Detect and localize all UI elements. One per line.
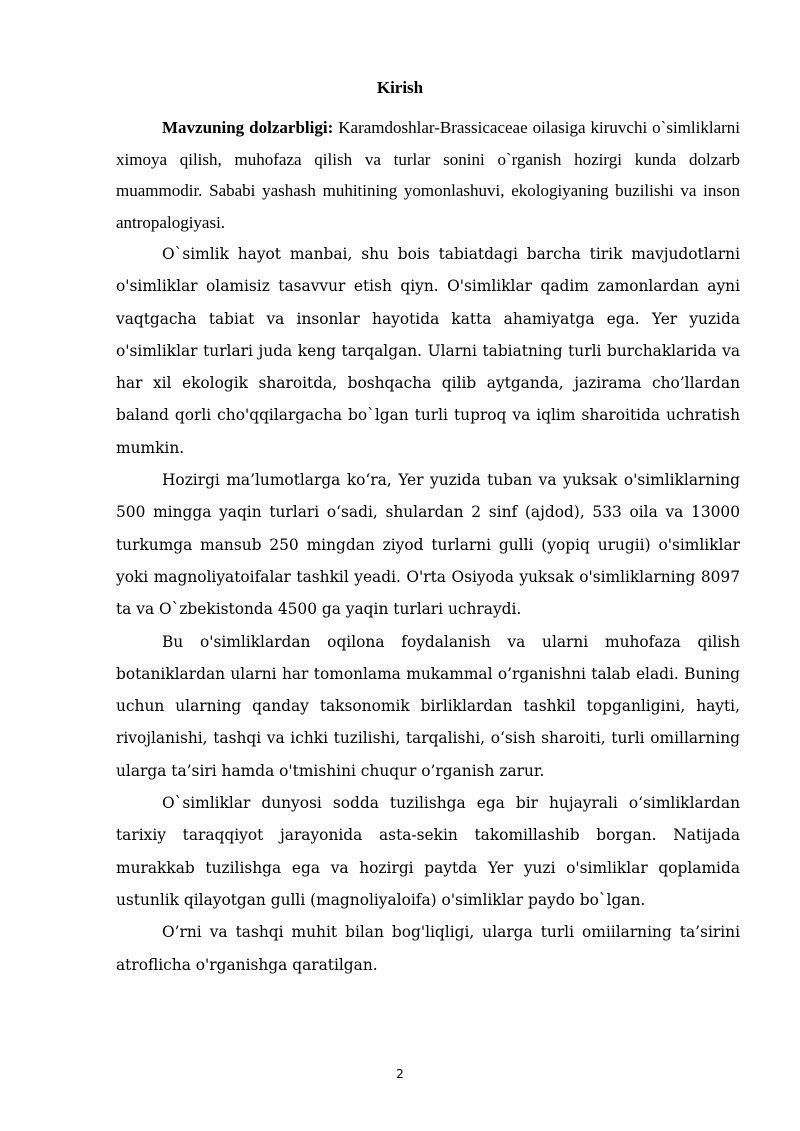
paragraph-4: O`simliklar dunyosi sodda tuzilishga ega bir hujayrali o‘simliklardan tarixiy taraqqiyot jarayonida asta-sekin takomillashib borgan. Natijada murakkab tuzilishga ega va hozirgi paytda Yer yuzi o'simliklar qoplamida ustunlik qilayotgan gulli (magnoliyaloifa) o'simliklar paydo bo`lgan. [116,794,740,909]
paragraph-3: Bu o'simliklardan oqilona foydalanish va ularni muhofaza qilish botaniklardan ularni har tomonlama mukammal o’rganishni talab eladi. Buning uchun ularning qanday taksonomik birliklardan tashkil topganligini, hayti, rivojlanishi, tashqi va ichki tuzilishi, tarqalishi, o‘sish sharoiti, turli omillarning ularga ta’siri hamda o'tmishini chuqur o’rganish zarur. [116,632,740,780]
intro-text: Karamdoshlar-Brassicaceae oilasiga kiruvchi o`simliklarni ximoya qilish, muhofaza qilish va turlar sonini o`rganish hozirgi kunda dolzarb muammodir. Sababi yashash muhitining yomonlashuvi, ekologiyaning buzilishi va inson antropalogiyasi. [116,118,741,232]
intro-paragraph [116,112,740,238]
paragraph-5: O’rni va tashqi muhit bilan bog'liqligi, ularga turli omiilarning ta’sirini atroflicha o'rganishga qaratilgan. [116,923,740,974]
page-number: 2 [396,1067,404,1081]
intro-lead: Mavzuning dolzarbligi: [162,118,334,137]
paragraph-2: Hozirgi ma’lumotlarga ko‘ra, Yer yuzida tuban va yuksak o'simliklarning 500 mingga yaqin turlari o‘sadi, shulardan 2 sinf (ajdod), 533 oila va 13000 turkumga mansub 250 mingdan ziyod turlarni gulli (yopiq urugii) o'simliklar yoki magnoliyatoifalar tashkil yeadi. O'rta Osiyoda yuksak o'simliklarning 8097 ta va O`zbekistonda 4500 ga yaqin turlari uchraydi. [116,471,740,619]
document-body [116,112,740,981]
page-title: Kirish [376,78,424,97]
paragraph-1: O`simlik hayot manbai, shu bois tabiatdagi barcha tirik mavjudotlarni o'simliklar olamisiz tasavvur etish qiyn. O'simliklar qadim zamonlardan ayni vaqtgacha tabiat va insonlar hayotida katta ahamiyatga ega. Yer yuzida o'simliklar turlari juda keng tarqalgan. Ularni tabiatning turli burchaklarida va har xil ekologik sharoitda, boshqacha qilib aytganda, jazirama cho’llardan baland qorli cho'qqilargacha bo`lgan turli tuproq va iqlim sharoitida uchratish mumkin. [116,245,740,457]
